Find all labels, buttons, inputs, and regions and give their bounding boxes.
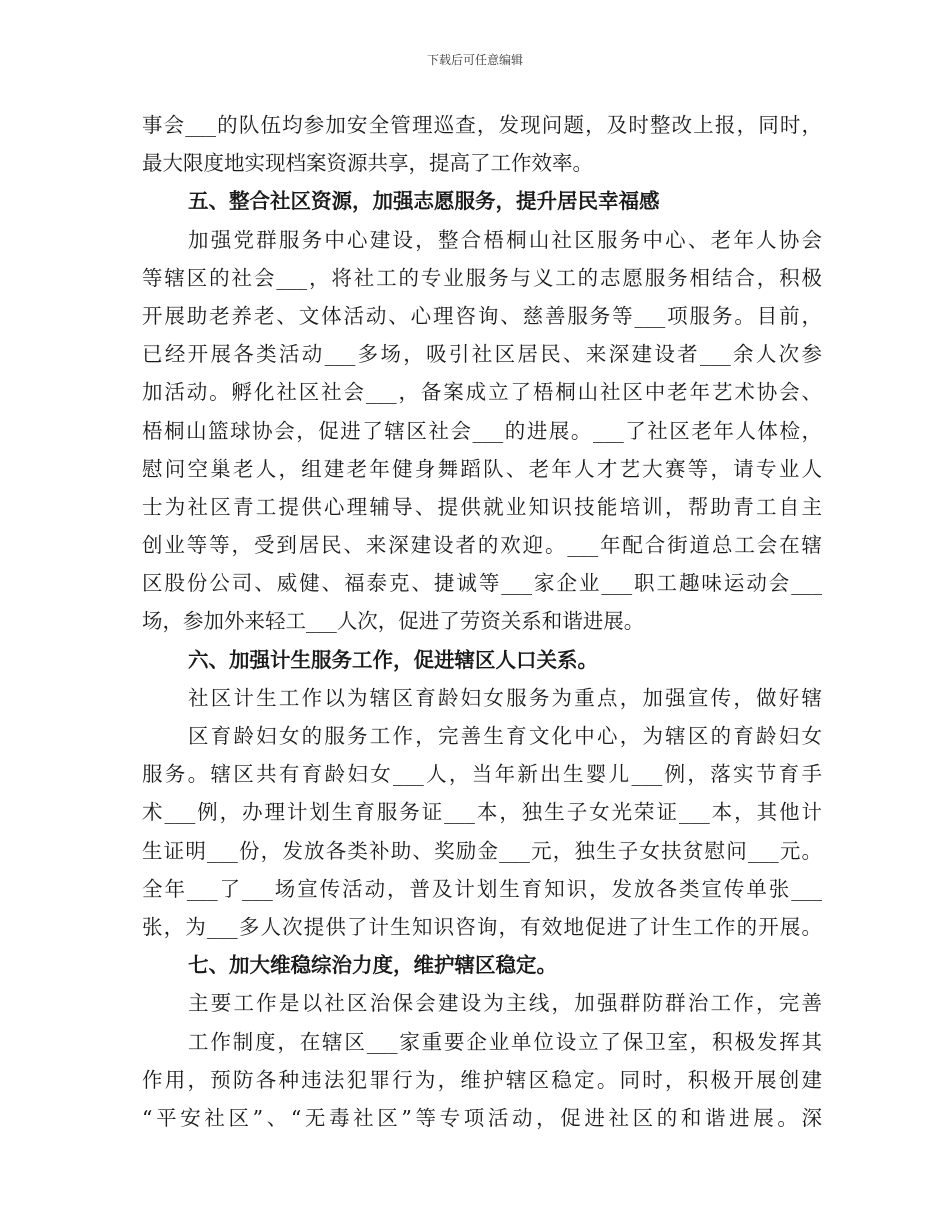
body-text-line: 作用，预防各种违法犯罪行为，维护辖区稳定。同时，积极开展创建 <box>142 1067 822 1092</box>
body-text-line: 主要工作是以社区治保会建设为主线，加强群防群治工作，完善 <box>188 991 822 1016</box>
body-text-line: 服务。辖区共有育龄妇女___人，当年新出生婴儿___例，落实节育手 <box>142 762 822 787</box>
body-text-line: 加强党群服务中心建设，整合梧桐山社区服务中心、老年人协会 <box>188 227 822 252</box>
body-text-line: 创业等等，受到居民、来深建设者的欢迎。___年配合街道总工会在辖 <box>142 533 822 558</box>
section-heading: 五、整合社区资源，加强志愿服务，提升居民幸福感 <box>188 189 660 214</box>
body-text-line: 区股份公司、威健、福泰克、捷诚等___家企业___职工趣味运动会___ <box>142 571 822 596</box>
body-text-line: 张，为___多人次提供了计生知识咨询，有效地促进了计生工作的开展。 <box>142 914 822 939</box>
body-text-line: 工作制度，在辖区___家重要企业单位设立了保卫室，积极发挥其 <box>188 1029 822 1054</box>
body-text-line: 场，参加外来轻工___人次，促进了劳资关系和谐进展。 <box>142 609 645 634</box>
body-text-line: 加活动。孵化社区社会___，备案成立了梧桐山社区中老年艺术协会、 <box>142 380 822 405</box>
body-text-line: 全年___了___场宣传活动，普及计划生育知识，发放各类宣传单张___ <box>142 876 822 901</box>
section-heading: 七、加大维稳综治力度，维护辖区稳定。 <box>188 953 557 978</box>
body-text-line: 区育龄妇女的服务工作，完善生育文化中心，为辖区的育龄妇女 <box>188 724 822 748</box>
body-text-line: 生证明___份，发放各类补助、奖励金___元，独生子女扶贫慰问___元。 <box>142 838 822 863</box>
body-text-line: 等辖区的社会___，将社工的专业服务与义工的志愿服务相结合，积极 <box>142 265 822 290</box>
body-text-line: 事会___的队伍均参加安全管理巡查，发现问题，及时整改上报，同时， <box>142 113 822 137</box>
body-text-line: 开展助老养老、文体活动、心理咨询、慈善服务等___项服务。目前， <box>142 303 822 328</box>
body-text-line: 最大限度地实现档案资源共享，提高了工作效率。 <box>142 151 593 176</box>
body-text-line: “平安社区”、“无毒社区”等专项活动，促进社区的和谐进展。深 <box>142 1105 822 1130</box>
body-text-line: 术___例，办理计划生育服务证___本，独生子女光荣证___本，其他计 <box>142 800 822 825</box>
body-text-line: 已经开展各类活动___多场，吸引社区居民、来深建设者___余人次参 <box>142 342 822 367</box>
body-text-line: 士为社区青工提供心理辅导、提供就业知识技能培训，帮助青工自主 <box>142 494 822 519</box>
page-header-note: 下载后可任意编辑 <box>426 53 523 67</box>
body-text-line: 梧桐山篮球协会，促进了辖区社会___的进展。___了社区老年人体检， <box>142 418 822 443</box>
body-text-line: 社区计生工作以为辖区育龄妇女服务为重点，加强宣传，做好辖 <box>188 685 822 710</box>
document-body <box>142 106 822 1137</box>
section-heading: 六、加强计生服务工作，促进辖区人口关系。 <box>188 647 598 672</box>
body-text-line: 慰问空巢老人，组建老年健身舞蹈队、老年人才艺大赛等，请专业人 <box>142 456 822 481</box>
